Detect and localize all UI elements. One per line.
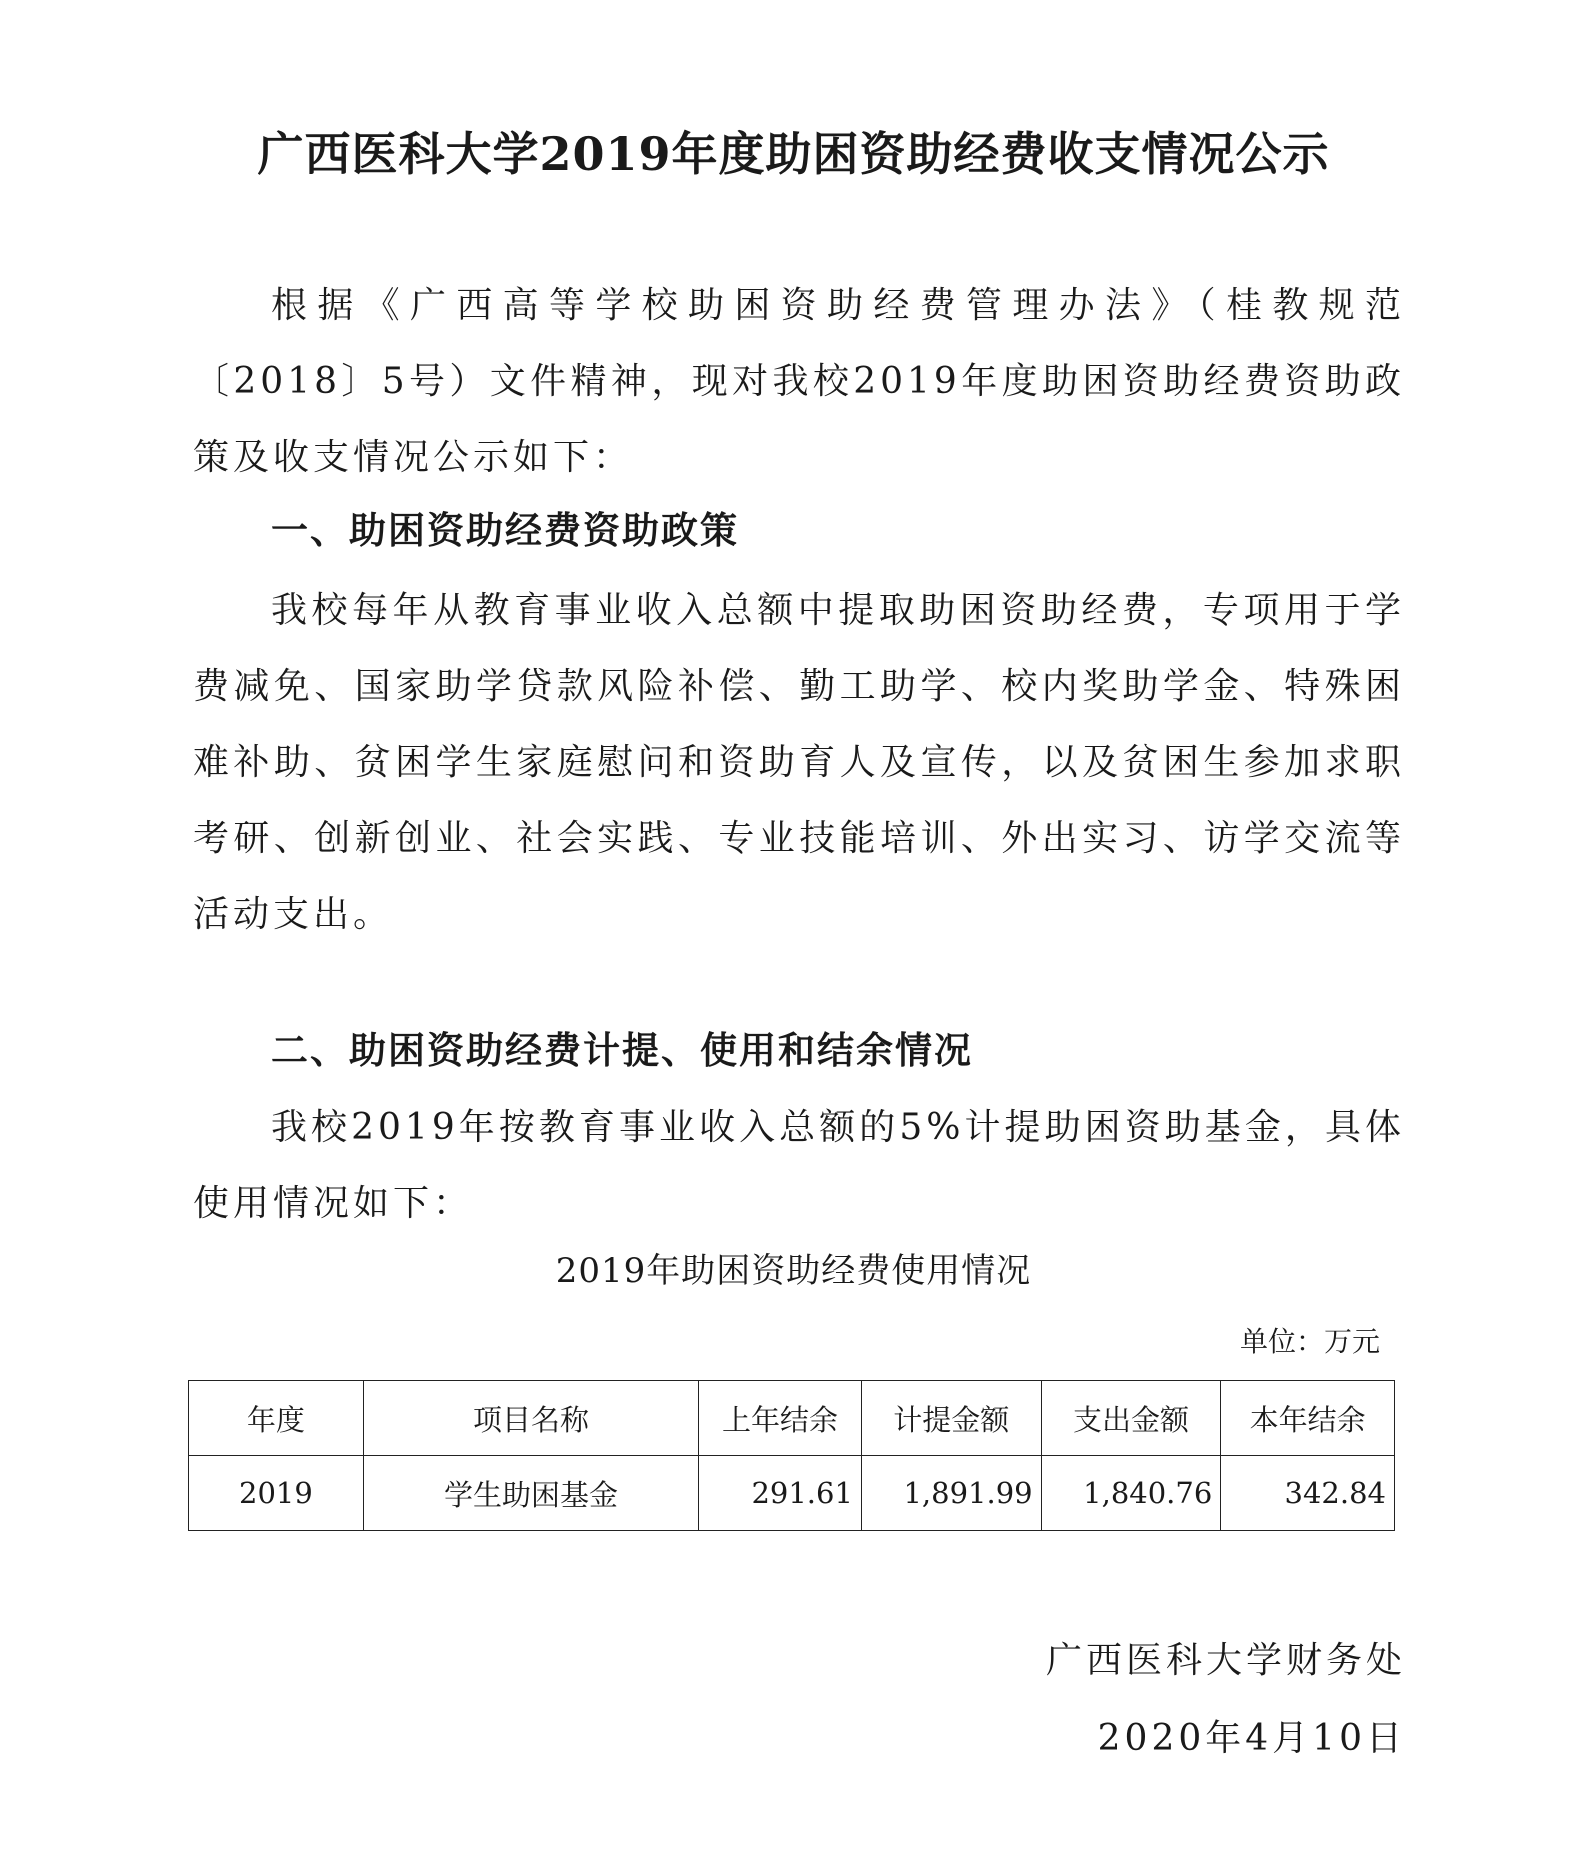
- document-title: 广西医科大学2019年度助困资助经费收支情况公示: [257, 127, 1330, 181]
- section2-paragraph: 我校2019年按教育事业收入总额的5%计提助困资助基金，具体使用情况如下：: [193, 1107, 1405, 1224]
- unit-label: 单位：万元: [1239, 1325, 1380, 1358]
- cell-prev-balance: 291.61: [699, 1456, 862, 1531]
- header-current-balance: 本年结余: [1221, 1381, 1395, 1456]
- cell-year: 2019: [189, 1456, 364, 1531]
- signature-org: 广西医科大学财务处: [1045, 1640, 1406, 1681]
- header-prev-balance: 上年结余: [699, 1381, 862, 1456]
- funding-table: [188, 1380, 1395, 1531]
- cell-project: 学生助困基金: [363, 1456, 698, 1531]
- intro-paragraph: 根据《广西高等学校助困资助经费管理办法》（桂教规范〔2018〕5号）文件精神，现对我校2019年度助困资助经费资助政策及收支情况公示如下：: [193, 285, 1405, 478]
- signature-date: 2020年4月10日: [1097, 1718, 1406, 1759]
- cell-current-balance: 342.84: [1221, 1456, 1395, 1531]
- header-year: 年度: [189, 1381, 364, 1456]
- header-provision: 计提金额: [861, 1381, 1041, 1456]
- header-project: 项目名称: [363, 1381, 698, 1456]
- cell-expenditure: 1,840.76: [1041, 1456, 1221, 1531]
- table-caption: 2019年助困资助经费使用情况: [555, 1251, 1032, 1291]
- cell-provision: 1,891.99: [861, 1456, 1041, 1531]
- section2-heading: 二、助困资助经费计提、使用和结余情况: [271, 1029, 973, 1072]
- table-row: [189, 1456, 1395, 1531]
- header-expenditure: 支出金额: [1041, 1381, 1221, 1456]
- table-header-row: [189, 1381, 1395, 1456]
- section1-heading: 一、助困资助经费资助政策: [271, 509, 739, 552]
- section1-paragraph: 我校每年从教育事业收入总额中提取助困资助经费，专项用于学费减免、国家助学贷款风险补偿、勤工助学、校内奖助学金、特殊困难补助、贫困学生家庭慰问和资助育人及宣传，以及贫困生参加求职考研、创新创业、社会实践、专业技能培训、外出实习、访学交流等活动支出。: [193, 590, 1405, 935]
